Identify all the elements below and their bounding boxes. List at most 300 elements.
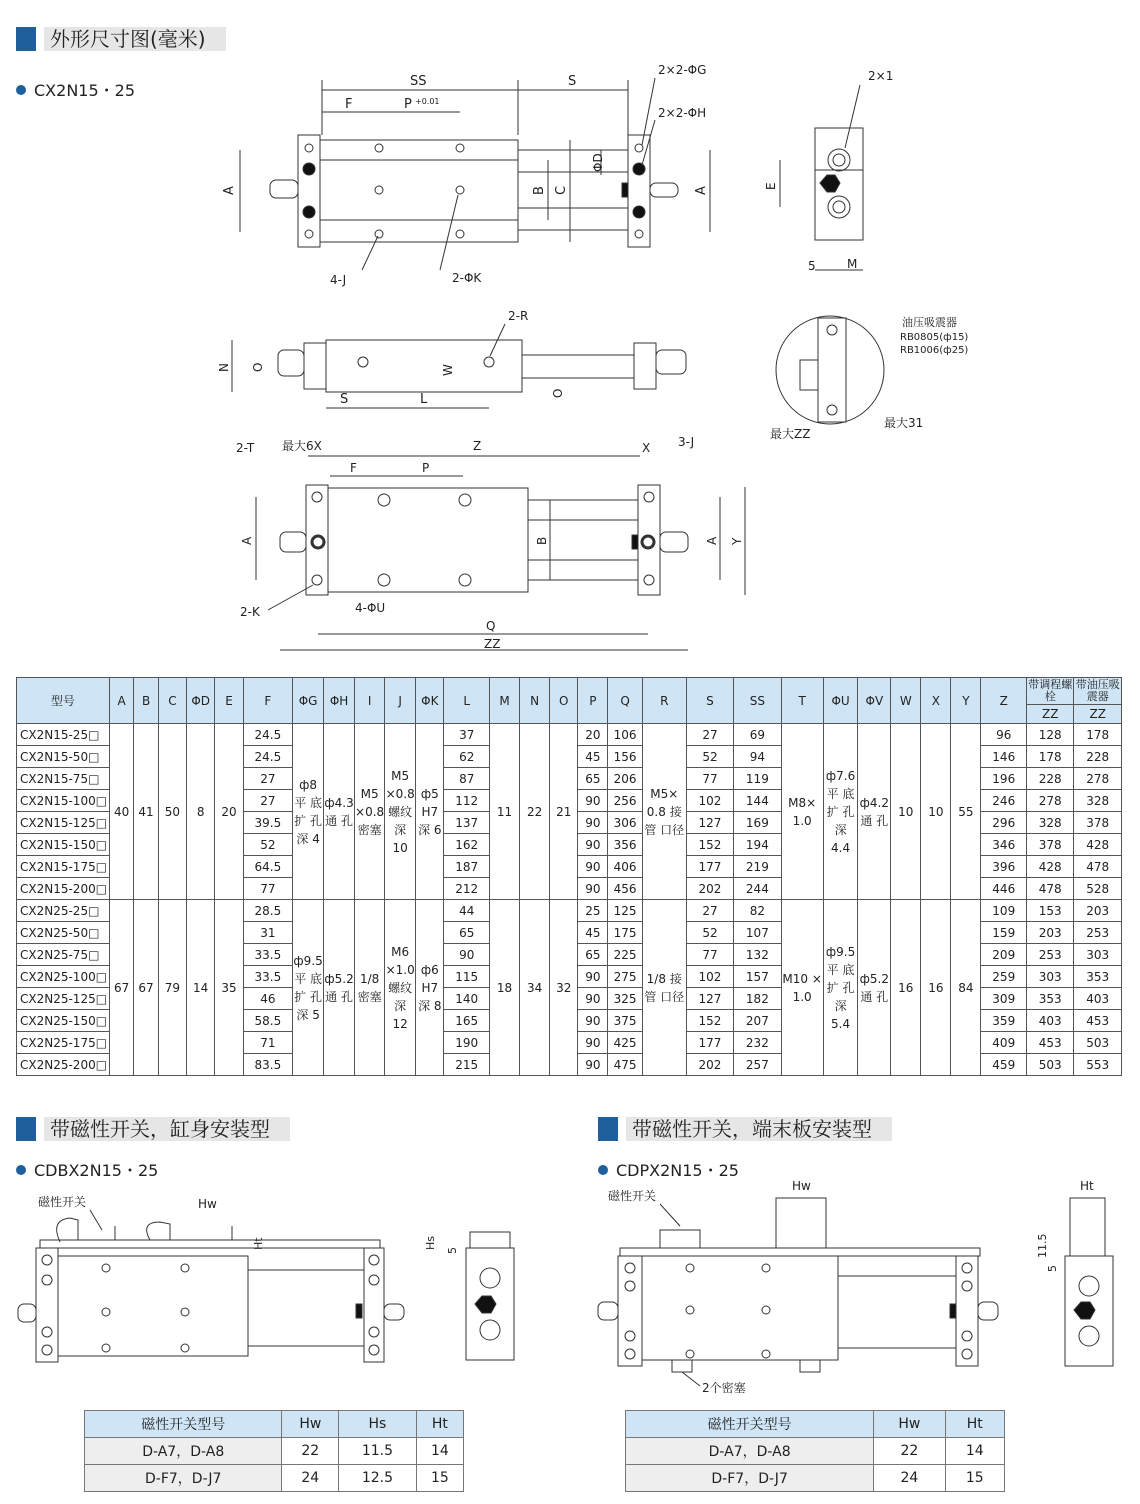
- label-t: 2-T: [236, 441, 255, 455]
- model-cdbx-label: CDBX2N15・25: [34, 1161, 159, 1180]
- label-o-right: O: [551, 388, 565, 398]
- bullet-dot: [16, 1165, 26, 1175]
- table-cell: 115: [444, 966, 490, 988]
- th-model: 型号: [17, 678, 110, 724]
- section-marker: [598, 1117, 618, 1141]
- sw-left-r1c1: 24: [282, 1465, 339, 1492]
- label-switch-left: 磁性开关: [38, 1195, 87, 1209]
- table-cell: 196: [981, 768, 1027, 790]
- table-cell: 125: [608, 900, 642, 922]
- switch-table-left: [84, 1410, 464, 1492]
- drawing-end-plate-mount: [590, 1176, 1130, 1396]
- th-g: ΦG: [293, 678, 324, 724]
- table-cell: 31: [243, 922, 293, 944]
- table-cell: 140: [444, 988, 490, 1010]
- table-cell: CX2N25-100□: [17, 966, 110, 988]
- table-cell: 375: [608, 1010, 642, 1032]
- table-cell: 253: [1027, 944, 1074, 966]
- th-w: W: [891, 678, 921, 724]
- th-f: F: [243, 678, 293, 724]
- table-cell: 10: [891, 724, 921, 900]
- th-zz-shock: 带油压吸震器: [1075, 678, 1120, 703]
- table-cell: 403: [1027, 1010, 1074, 1032]
- switch-table-right: [625, 1410, 1005, 1492]
- sw-left-h2: Hs: [339, 1411, 417, 1438]
- table-cell: 146: [981, 746, 1027, 768]
- table-cell: 309: [981, 988, 1027, 1010]
- label-plug: 2个密塞: [702, 1381, 746, 1395]
- table-cell: 45: [578, 746, 608, 768]
- th-d: ΦD: [186, 678, 214, 724]
- table-cell: 10: [921, 724, 951, 900]
- dimension-table-body: [17, 724, 1122, 1076]
- table-cell: 55: [951, 724, 981, 900]
- model-line-cdbx: [16, 1158, 158, 1181]
- table-cell: 52: [243, 834, 293, 856]
- table-cell: 27: [243, 790, 293, 812]
- label-p-tol: +0.01: [415, 97, 440, 106]
- model-main-label: CX2N15・25: [34, 81, 136, 100]
- table-cell: CX2N15-150□: [17, 834, 110, 856]
- th-u: ΦU: [823, 678, 858, 724]
- table-cell: 203: [1027, 922, 1074, 944]
- table-cell: 425: [608, 1032, 642, 1054]
- table-cell: 259: [981, 966, 1027, 988]
- table-cell: 67: [134, 900, 158, 1076]
- table-cell: 194: [734, 834, 781, 856]
- label-o-left: O: [251, 362, 265, 372]
- table-cell: 65: [444, 922, 490, 944]
- table-cell: 203: [1074, 900, 1122, 922]
- label-g: 2×2-ΦG: [658, 63, 707, 77]
- label-ss: SS: [410, 74, 427, 89]
- label-x: X: [642, 441, 651, 455]
- label-5-left: 5: [446, 1247, 459, 1254]
- table-cell: 459: [981, 1054, 1027, 1076]
- label-2k: 2-K: [240, 605, 260, 619]
- label-p-bottom: P: [422, 461, 430, 475]
- table-cell: 215: [444, 1054, 490, 1076]
- table-cell: 253: [1074, 922, 1122, 944]
- section-title-end-plate: 带磁性开关，端末板安装型: [626, 1117, 892, 1141]
- table-cell: 403: [1074, 988, 1122, 1010]
- table-cell: 137: [444, 812, 490, 834]
- table-cell: 41: [134, 724, 158, 900]
- table-cell: CX2N15-50□: [17, 746, 110, 768]
- table-cell: 16: [921, 900, 951, 1076]
- table-cell: M8× 1.0: [781, 724, 823, 900]
- table-cell: 96: [981, 724, 1027, 746]
- table-cell: 71: [243, 1032, 293, 1054]
- table-cell: 278: [1027, 790, 1074, 812]
- th-c: C: [158, 678, 186, 724]
- table-cell: 77: [686, 944, 733, 966]
- table-cell: CX2N25-50□: [17, 922, 110, 944]
- table-cell: 303: [1074, 944, 1122, 966]
- table-cell: 18: [490, 900, 520, 1076]
- th-j: J: [385, 678, 416, 724]
- table-cell: 178: [1027, 746, 1074, 768]
- table-cell: ф4.2 通 孔: [858, 724, 891, 900]
- sw-left-r0c2: 11.5: [339, 1438, 417, 1465]
- label-3j: 3-J: [678, 435, 695, 449]
- label-a-bottom: A: [240, 536, 254, 545]
- table-cell: 77: [686, 768, 733, 790]
- sw-right-h2: Ht: [945, 1411, 1004, 1438]
- table-cell: CX2N25-175□: [17, 1032, 110, 1054]
- label-m: M: [847, 257, 858, 271]
- sw-right-r1c0: D-F7，D-J7: [626, 1465, 874, 1492]
- table-cell: 275: [608, 966, 642, 988]
- table-cell: CX2N15-100□: [17, 790, 110, 812]
- table-cell: 378: [1027, 834, 1074, 856]
- table-cell: 24.5: [243, 746, 293, 768]
- table-cell: 65: [578, 768, 608, 790]
- table-cell: 32: [550, 900, 578, 1076]
- label-4u: 4-ΦU: [355, 601, 386, 615]
- table-cell: 475: [608, 1054, 642, 1076]
- table-cell: 64.5: [243, 856, 293, 878]
- table-cell: 132: [734, 944, 781, 966]
- label-z: Z: [473, 439, 482, 453]
- table-cell: 1/8 密塞: [355, 900, 385, 1076]
- table-cell: CX2N25-125□: [17, 988, 110, 1010]
- table-cell: 503: [1074, 1032, 1122, 1054]
- table-cell: 478: [1027, 878, 1074, 900]
- table-cell: 50: [158, 724, 186, 900]
- table-cell: 159: [981, 922, 1027, 944]
- table-cell: ф5 H7 深 6: [416, 724, 444, 900]
- table-cell: 90: [578, 988, 608, 1010]
- label-hw-left: Hw: [198, 1197, 217, 1211]
- th-s: S: [686, 678, 733, 724]
- sw-right-r0c0: D-A7，D-A8: [626, 1438, 874, 1465]
- table-cell: 20: [578, 724, 608, 746]
- table-cell: 27: [686, 900, 733, 922]
- th-zz-shock-sub: ZZ: [1074, 705, 1122, 724]
- label-ht-right: Ht: [1080, 1179, 1094, 1193]
- table-cell: CX2N25-75□: [17, 944, 110, 966]
- label-h: 2×2-ΦH: [658, 106, 707, 120]
- sw-right-r1c2: 15: [945, 1465, 1004, 1492]
- table-cell: 52: [686, 746, 733, 768]
- bullet-dot: [598, 1165, 608, 1175]
- label-c: C: [554, 185, 569, 195]
- table-cell: 503: [1027, 1054, 1074, 1076]
- table-cell: 21: [550, 724, 578, 900]
- table-cell: 11: [490, 724, 520, 900]
- table-cell: ф9.5 平 底 扩 孔 深 5: [293, 900, 324, 1076]
- table-cell: 144: [734, 790, 781, 812]
- label-5-right: 5: [1046, 1265, 1059, 1272]
- table-cell: 152: [686, 834, 733, 856]
- th-ss: SS: [734, 678, 781, 724]
- table-cell: 156: [608, 746, 642, 768]
- table-cell: M5 ×0.8 密塞: [355, 724, 385, 900]
- table-cell: 34: [520, 900, 550, 1076]
- table-cell: 90: [578, 812, 608, 834]
- sw-right-r0c1: 22: [874, 1438, 945, 1465]
- table-cell: 228: [1027, 768, 1074, 790]
- table-cell: 90: [578, 1032, 608, 1054]
- table-cell: 62: [444, 746, 490, 768]
- table-cell: 378: [1074, 812, 1122, 834]
- table-cell: 553: [1074, 1054, 1122, 1076]
- sw-left-r0c1: 22: [282, 1438, 339, 1465]
- label-115-right: 11.5: [1036, 1233, 1049, 1258]
- label-shock: 油压吸震器: [902, 316, 957, 329]
- table-cell: 162: [444, 834, 490, 856]
- table-cell: 453: [1074, 1010, 1122, 1032]
- table-row: [17, 724, 1122, 746]
- th-n: N: [520, 678, 550, 724]
- table-cell: 152: [686, 1010, 733, 1032]
- table-cell: 169: [734, 812, 781, 834]
- table-cell: 28.5: [243, 900, 293, 922]
- table-cell: 14: [186, 900, 214, 1076]
- table-cell: CX2N15-175□: [17, 856, 110, 878]
- table-cell: 90: [578, 878, 608, 900]
- table-cell: 1/8 接管 口径: [642, 900, 686, 1076]
- label-f: F: [345, 97, 353, 112]
- table-cell: 90: [578, 966, 608, 988]
- table-cell: 20: [215, 724, 243, 900]
- sw-left-r1c3: 15: [416, 1465, 463, 1492]
- label-rb1: RB0805(ф15): [900, 332, 969, 343]
- table-cell: 202: [686, 1054, 733, 1076]
- label-a-bottom-right: A: [705, 536, 719, 545]
- table-cell: 128: [1027, 724, 1074, 746]
- table-cell: 228: [1074, 746, 1122, 768]
- label-switch-right: 磁性开关: [608, 1189, 657, 1203]
- label-e: E: [764, 182, 778, 190]
- table-cell: 478: [1074, 856, 1122, 878]
- table-cell: CX2N15-75□: [17, 768, 110, 790]
- table-cell: 107: [734, 922, 781, 944]
- table-cell: 40: [109, 724, 133, 900]
- table-cell: 256: [608, 790, 642, 812]
- th-l: L: [444, 678, 490, 724]
- label-max6x: 最大6X: [282, 439, 322, 453]
- table-cell: M5× 0.8 接管 口径: [642, 724, 686, 900]
- table-cell: 82: [734, 900, 781, 922]
- label-ht-left: Ht: [252, 1237, 265, 1250]
- table-cell: CX2N25-200□: [17, 1054, 110, 1076]
- table-row: [17, 900, 1122, 922]
- th-k: ΦK: [416, 678, 444, 724]
- th-o: O: [550, 678, 578, 724]
- th-x: X: [921, 678, 951, 724]
- table-cell: 102: [686, 966, 733, 988]
- table-cell: 94: [734, 746, 781, 768]
- table-cell: 102: [686, 790, 733, 812]
- table-cell: 165: [444, 1010, 490, 1032]
- th-m: M: [490, 678, 520, 724]
- table-cell: 35: [215, 900, 243, 1076]
- table-cell: 112: [444, 790, 490, 812]
- table-cell: 202: [686, 878, 733, 900]
- label-k: 2-ΦK: [452, 271, 482, 285]
- table-cell: CX2N15-200□: [17, 878, 110, 900]
- table-cell: 232: [734, 1032, 781, 1054]
- table-cell: 187: [444, 856, 490, 878]
- table-cell: 90: [578, 1010, 608, 1032]
- table-cell: 209: [981, 944, 1027, 966]
- sw-left-r1c2: 12.5: [339, 1465, 417, 1492]
- table-cell: 52: [686, 922, 733, 944]
- table-cell: 119: [734, 768, 781, 790]
- table-cell: 33.5: [243, 944, 293, 966]
- label-q: Q: [486, 619, 496, 633]
- table-cell: M6 ×1.0 螺纹 深 12: [385, 900, 416, 1076]
- table-cell: 69: [734, 724, 781, 746]
- table-cell: CX2N25-150□: [17, 1010, 110, 1032]
- sw-right-r0c2: 14: [945, 1438, 1004, 1465]
- th-i: I: [355, 678, 385, 724]
- table-cell: 22: [520, 724, 550, 900]
- table-cell: 90: [578, 1054, 608, 1076]
- label-y: Y: [730, 537, 744, 545]
- th-b: B: [134, 678, 158, 724]
- table-cell: 178: [1074, 724, 1122, 746]
- table-cell: ф4.3 通 孔: [324, 724, 355, 900]
- table-cell: 219: [734, 856, 781, 878]
- label-rb2: RB1006(ф25): [900, 345, 969, 356]
- table-cell: 77: [243, 878, 293, 900]
- label-s-front: S: [340, 392, 349, 407]
- table-cell: 328: [1074, 790, 1122, 812]
- table-cell: 456: [608, 878, 642, 900]
- table-cell: 153: [1027, 900, 1074, 922]
- th-q: Q: [608, 678, 642, 724]
- table-cell: ф5.2 通 孔: [858, 900, 891, 1076]
- section-header-end-plate: [598, 1116, 892, 1142]
- table-cell: 27: [243, 768, 293, 790]
- table-cell: 356: [608, 834, 642, 856]
- table-cell: 39.5: [243, 812, 293, 834]
- sw-left-h3: Ht: [416, 1411, 463, 1438]
- label-max-31: 最大31: [884, 416, 924, 430]
- table-cell: CX2N15-125□: [17, 812, 110, 834]
- table-cell: 45: [578, 922, 608, 944]
- sw-left-r0c3: 14: [416, 1438, 463, 1465]
- label-r: 2-R: [508, 309, 529, 323]
- table-cell: 359: [981, 1010, 1027, 1032]
- table-cell: 87: [444, 768, 490, 790]
- table-cell: 90: [578, 790, 608, 812]
- sw-left-h1: Hw: [282, 1411, 339, 1438]
- label-b: B: [532, 186, 547, 195]
- table-cell: 409: [981, 1032, 1027, 1054]
- table-cell: 346: [981, 834, 1027, 856]
- sw-right-h1: Hw: [874, 1411, 945, 1438]
- table-cell: 453: [1027, 1032, 1074, 1054]
- table-cell: 446: [981, 878, 1027, 900]
- label-s: S: [568, 74, 577, 89]
- section-header-body-mount: [16, 1116, 290, 1142]
- table-cell: ф5.2 通 孔: [324, 900, 355, 1076]
- model-cdpx-label: CDPX2N15・25: [616, 1161, 739, 1180]
- label-f-bottom: F: [350, 461, 357, 475]
- th-zz-bolt: 带调程螺栓: [1028, 678, 1073, 703]
- table-cell: ф7.6 平 底 扩 孔 深 4.4: [823, 724, 858, 900]
- table-cell: 182: [734, 988, 781, 1010]
- table-cell: 8: [186, 724, 214, 900]
- table-cell: 190: [444, 1032, 490, 1054]
- th-y: Y: [951, 678, 981, 724]
- table-cell: 353: [1027, 988, 1074, 1010]
- label-max-zz: 最大ZZ: [770, 427, 811, 441]
- table-cell: 106: [608, 724, 642, 746]
- table-cell: 328: [1027, 812, 1074, 834]
- table-cell: 244: [734, 878, 781, 900]
- dimension-table: [16, 677, 1122, 1076]
- table-cell: 306: [608, 812, 642, 834]
- table-cell: 303: [1027, 966, 1074, 988]
- table-cell: 127: [686, 812, 733, 834]
- label-a-left: A: [222, 186, 237, 195]
- table-cell: 396: [981, 856, 1027, 878]
- table-cell: 83.5: [243, 1054, 293, 1076]
- table-cell: M5 ×0.8 螺纹 深 10: [385, 724, 416, 900]
- table-cell: 278: [1074, 768, 1122, 790]
- table-cell: 246: [981, 790, 1027, 812]
- drawing-body-mount: [0, 1180, 560, 1400]
- table-cell: 157: [734, 966, 781, 988]
- table-cell: M10 × 1.0: [781, 900, 823, 1076]
- table-cell: 109: [981, 900, 1027, 922]
- section-title-body-mount: 带磁性开关，缸身安装型: [44, 1117, 290, 1141]
- th-a: A: [109, 678, 133, 724]
- table-cell: 296: [981, 812, 1027, 834]
- table-cell: ф8 平 底 扩 孔 深 4: [293, 724, 324, 900]
- table-cell: 58.5: [243, 1010, 293, 1032]
- table-cell: 24.5: [243, 724, 293, 746]
- table-cell: 207: [734, 1010, 781, 1032]
- label-d: ΦD: [591, 153, 605, 172]
- table-cell: 90: [578, 856, 608, 878]
- table-cell: 225: [608, 944, 642, 966]
- table-cell: 84: [951, 900, 981, 1076]
- table-cell: 16: [891, 900, 921, 1076]
- label-hs-left: Hs: [424, 1235, 437, 1250]
- label-b-bottom: B: [535, 536, 549, 545]
- table-cell: 212: [444, 878, 490, 900]
- table-cell: 44: [444, 900, 490, 922]
- section-marker: [16, 1117, 36, 1141]
- table-cell: CX2N25-25□: [17, 900, 110, 922]
- sw-left-h0: 磁性开关型号: [85, 1411, 282, 1438]
- label-l: L: [420, 392, 428, 407]
- table-cell: 46: [243, 988, 293, 1010]
- sw-right-h0: 磁性开关型号: [626, 1411, 874, 1438]
- table-cell: 90: [578, 834, 608, 856]
- table-cell: 206: [608, 768, 642, 790]
- th-z: Z: [981, 678, 1027, 724]
- table-cell: CX2N15-25□: [17, 724, 110, 746]
- label-p: P: [404, 97, 412, 112]
- table-cell: 428: [1027, 856, 1074, 878]
- page-title: 外形尺寸图(毫米): [44, 27, 226, 51]
- table-cell: ф9.5 平 底 扩 孔 深 5.4: [823, 900, 858, 1076]
- table-cell: 528: [1074, 878, 1122, 900]
- th-r: R: [642, 678, 686, 724]
- th-v: ΦV: [858, 678, 891, 724]
- table-cell: 33.5: [243, 966, 293, 988]
- sw-left-r0c0: D-A7，D-A8: [85, 1438, 282, 1465]
- th-h: ΦH: [324, 678, 355, 724]
- table-cell: 175: [608, 922, 642, 944]
